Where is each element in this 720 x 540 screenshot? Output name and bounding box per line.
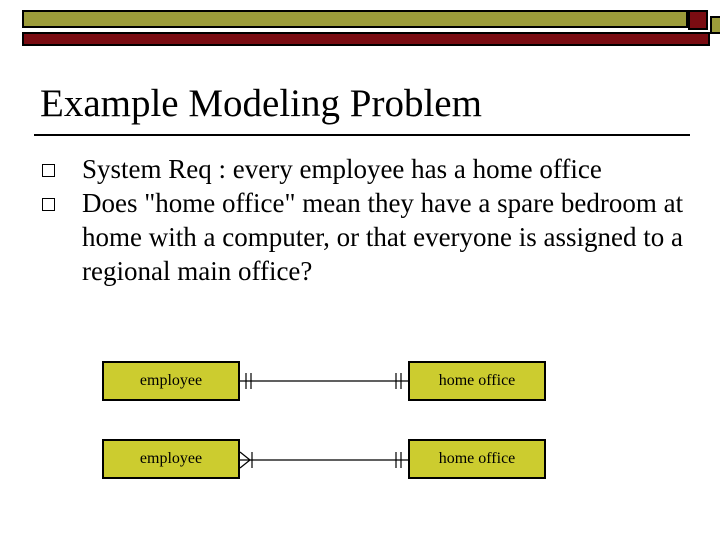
entity-employee: employee	[102, 439, 240, 479]
entity-home-office: home office	[408, 439, 546, 479]
bullet-text: Does "home office" mean they have a spare bedroom at home with a computer, or that everyone is assigned to a regional main office?	[82, 188, 684, 286]
entity-home-office: home office	[408, 361, 546, 401]
bullet-text: System Req : every employee has a home office	[82, 154, 602, 184]
slide-title: Example Modeling Problem	[40, 82, 482, 125]
entity-employee: employee	[102, 361, 240, 401]
crowfoot-icon	[240, 460, 250, 468]
crowfoot-icon	[240, 452, 250, 460]
